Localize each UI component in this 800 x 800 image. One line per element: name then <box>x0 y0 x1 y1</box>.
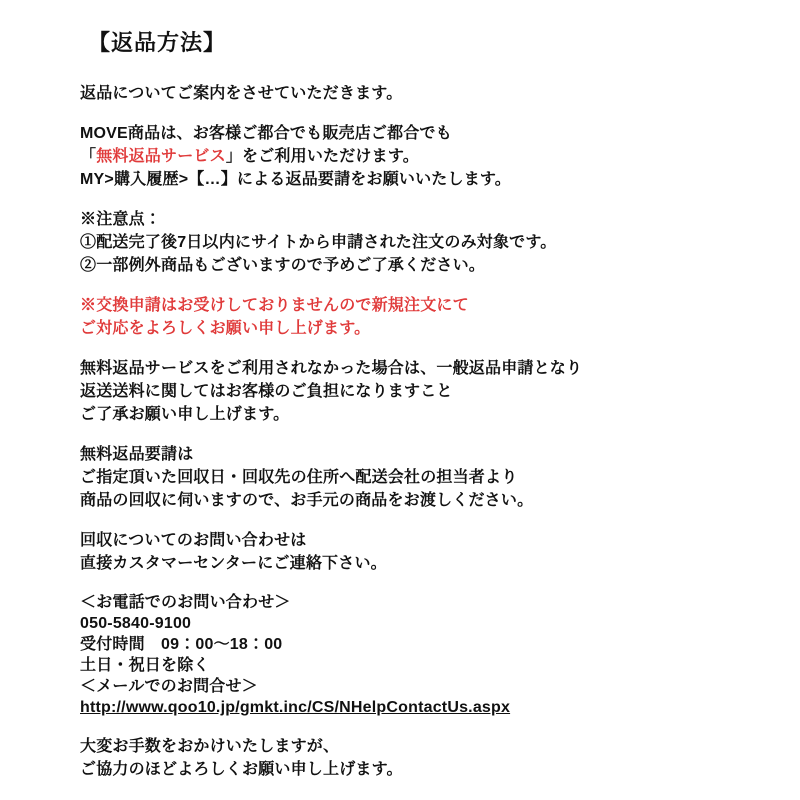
business-hours: 受付時間 09：00～18：00 <box>80 636 283 653</box>
pickup-line-3: 商品の回収に伺いますので、お手元の商品をお渡しください。 <box>80 492 534 509</box>
general-return-paragraph <box>80 357 760 426</box>
service-bracket-open: 「 <box>80 148 97 165</box>
mail-contact-heading: ＜メールでのお問合せ＞ <box>80 678 258 695</box>
service-bracket-close: 」をご利用いただけます。 <box>225 148 419 165</box>
notes-item-1: ①配送完了後7日以内にサイトから申請された注文のみ対象です。 <box>80 234 557 251</box>
page-title: 【返品方法】 <box>88 30 227 55</box>
contact-url-line <box>80 697 760 718</box>
closed-days: 土日・祝日を除く <box>80 657 210 674</box>
exchange-warning-line-1: ※交換申請はお受けしておりませんので新規注文にて <box>80 297 469 314</box>
notes-paragraph <box>80 208 760 277</box>
inquiry-line-1: 回収についてのお問い合わせは <box>80 532 307 549</box>
free-return-service-paragraph <box>80 122 760 191</box>
free-return-service-highlight: 無料返品サービス <box>96 148 226 165</box>
closing-line-1: 大変お手数をおかけいたしますが、 <box>80 738 340 755</box>
service-line-1: MOVE商品は、お客様ご都合でも販売店ご都合でも <box>80 125 452 142</box>
phone-number: 050-5840-9100 <box>80 615 192 632</box>
notes-item-2: ②一部例外商品もございますので予めご了承ください。 <box>80 257 486 274</box>
intro-line: 返品についてご案内をさせていただきます。 <box>80 85 403 102</box>
closing-line-2: ご協力のほどよろしくお願い申し上げます。 <box>80 761 403 778</box>
service-line-3: MY>購入履歴>【…】による返品要請をお願いいたします。 <box>80 171 512 188</box>
contact-paragraph <box>80 592 760 718</box>
phone-contact-heading: ＜お電話でのお問い合わせ＞ <box>80 594 291 611</box>
general-return-line-3: ご了承お願い申し上げます。 <box>80 406 290 423</box>
exchange-warning-paragraph <box>80 294 760 340</box>
service-line-2 <box>80 145 760 168</box>
pickup-line-2: ご指定頂いた回収日・回収先の住所へ配送会社の担当者より <box>80 469 518 486</box>
pickup-paragraph <box>80 443 760 512</box>
inquiry-paragraph <box>80 529 760 575</box>
notes-heading: ※注意点： <box>80 211 162 228</box>
general-return-line-2: 返送送料に関してはお客様のご負担になりますこと <box>80 383 453 400</box>
closing-paragraph <box>80 735 760 781</box>
exchange-warning-line-2: ご対応をよろしくお願い申し上げます。 <box>80 320 371 337</box>
intro-paragraph <box>80 82 760 105</box>
general-return-line-1: 無料返品サービスをご利用されなかった場合は、一般返品申請となり <box>80 360 583 377</box>
contact-url-link[interactable]: http://www.qoo10.jp/gmkt.inc/CS/NHelpContactUs.aspx <box>80 699 511 716</box>
pickup-line-1: 無料返品要請は <box>80 446 194 463</box>
inquiry-line-2: 直接カスタマーセンターにご連絡下さい。 <box>80 555 387 572</box>
